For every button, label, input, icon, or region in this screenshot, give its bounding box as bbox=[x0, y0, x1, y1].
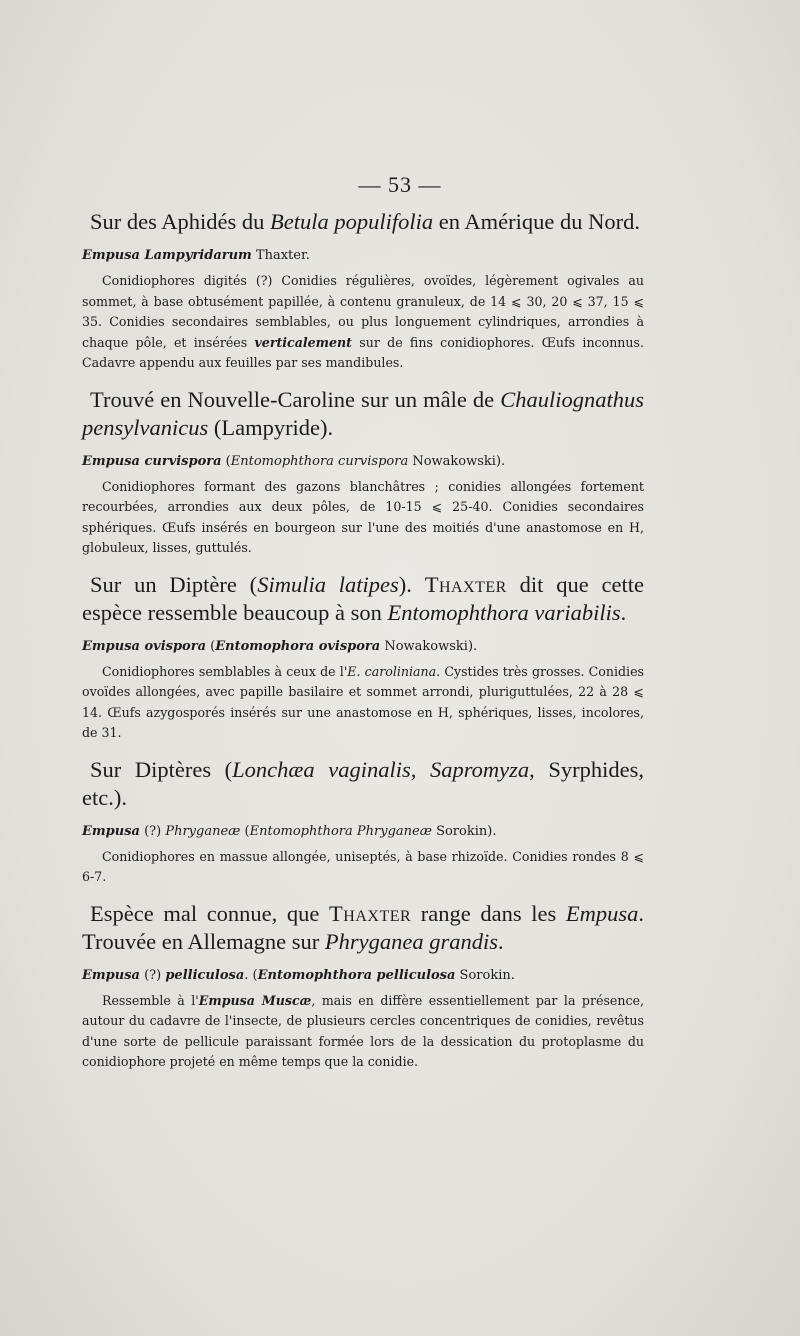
text-run: E. caroliniana bbox=[347, 663, 437, 679]
text-run: Empusa Muscæ bbox=[198, 992, 312, 1008]
text-run: Simulia latipes bbox=[257, 571, 399, 597]
page-number: — 53 — bbox=[358, 172, 442, 197]
text-run: Conidiophores en massue allongée, uniseptés, à base rhizoïde. Conidies rondes 8 ⩽ 6-7. bbox=[82, 848, 644, 884]
text-run: Sorokin. bbox=[455, 967, 515, 983]
species-description bbox=[82, 991, 644, 1073]
text-run: Empusa bbox=[565, 900, 639, 926]
text-run: (?) bbox=[139, 823, 166, 839]
text-run: ( bbox=[240, 823, 250, 839]
text-run: Ressemble à l' bbox=[102, 992, 199, 1008]
text-run: Thaxter bbox=[329, 900, 412, 926]
text-run: range dans les bbox=[411, 900, 566, 926]
text-run: Chauliognathus pensylvanicus bbox=[82, 386, 644, 440]
text-run: (?) bbox=[139, 967, 166, 983]
species-description bbox=[82, 847, 644, 888]
text-run: Phryganea grandis bbox=[324, 928, 498, 954]
text-run: Empusa bbox=[82, 967, 140, 983]
text-run: . bbox=[498, 928, 504, 954]
text-run: Conidiophores formant des gazons blanchâtres ; conidies allongées fortement recourbées, arrondies aux deux pôles, de 10-15 ⩽ 25-40. Conidies secondaires sphériques. Œufs insérés en bourgeon sur l'une des moitiés d'une anastomose en H, globuleux, lisses, guttulés. bbox=[82, 478, 644, 555]
text-run: Thaxter bbox=[424, 571, 507, 597]
body-paragraph bbox=[82, 900, 644, 956]
text-run: ( bbox=[206, 638, 216, 654]
text-run: Conidiophores semblables à ceux de l' bbox=[102, 663, 348, 679]
text-run: Nowakowski). bbox=[380, 638, 478, 654]
text-run: Entomophthora pelliculosa bbox=[257, 967, 456, 983]
text-run: Trouvé en Nouvelle-Caroline sur un mâle de bbox=[90, 386, 501, 412]
text-run: Sur un Diptère ( bbox=[90, 571, 258, 597]
body-paragraph bbox=[82, 386, 644, 442]
body-paragraph bbox=[82, 756, 644, 812]
text-run: en Amérique du Nord. bbox=[433, 209, 640, 234]
species-description bbox=[82, 477, 644, 559]
species-heading bbox=[82, 637, 644, 657]
text-run: Empusa ovispora bbox=[82, 638, 206, 654]
text-run: dit que cette espèce ressemble beaucoup à son bbox=[82, 571, 645, 625]
text-run: sur de fins conidiophores. Œufs inconnus. Cadavre appendu aux feuilles par ses mandibules. bbox=[82, 334, 644, 370]
text-run: Betula populifolia bbox=[270, 209, 434, 234]
text-run: Conidiophores digités (?) Conidies régulières, ovoïdes, légèrement ogivales au sommet, à base obtusément papillée, à contenu granuleux, de 14 ⩽ 30, 20 ⩽ 37, 15 ⩽ 35. Conidies secondaires semblables, ou plus longuement cylindriques, arrondies à chaque pôle, et insérées bbox=[82, 273, 644, 350]
text-run: Sur des Aphidés du bbox=[90, 209, 270, 234]
text-run: ). bbox=[398, 571, 425, 597]
text-run: Nowakowski). bbox=[408, 453, 506, 469]
text-run: (Lampyride). bbox=[208, 414, 334, 440]
body-paragraph bbox=[82, 208, 644, 236]
text-run: , mais en diffère essentiellement par la présence, autour du cadavre de l'insecte, de plusieurs cercles concentriques de conidies, revêtus d'une sorte de pellicule paraissant formée lors de la dessication du protoplasme du conidiophore projeté en même temps que la conidie. bbox=[82, 992, 645, 1069]
text-run: Entomophthora variabilis bbox=[387, 599, 621, 625]
text-run: Empusa Lampyridarum bbox=[82, 248, 252, 263]
text-run: Entomophthora Phryganeæ bbox=[249, 823, 432, 839]
text-run: . Cystides très grosses. Conidies ovoïdes allongées, avec papille basilaire et sommet arrondi, pluriguttulées, 22 à 28 ⩽ 14. Œufs azygosporés insérés sur une anastomose en H, sphériques, lisses, incolores, de 31. bbox=[82, 663, 644, 740]
species-description bbox=[82, 662, 644, 744]
text-run: Phryganeæ bbox=[165, 823, 241, 839]
species-heading bbox=[82, 966, 644, 986]
text-run: Thaxter. bbox=[251, 248, 310, 263]
text-run: Espèce mal connue, que bbox=[90, 900, 330, 926]
text-run: Lonchæa vaginalis, Sapromyza bbox=[232, 756, 530, 782]
page-body bbox=[82, 208, 644, 1085]
text-run: Entomophthora curvispora bbox=[230, 453, 409, 469]
text-run: , Syrphides, etc.). bbox=[82, 756, 644, 810]
species-heading bbox=[82, 452, 644, 472]
text-run: . ( bbox=[244, 967, 258, 983]
text-run: verticalement bbox=[254, 334, 352, 350]
species-description bbox=[82, 271, 644, 374]
text-run: . bbox=[620, 599, 627, 625]
body-paragraph bbox=[82, 571, 644, 627]
text-run: pelliculosa bbox=[165, 967, 245, 983]
text-run: Sur Diptères ( bbox=[90, 756, 233, 782]
text-run: Empusa bbox=[82, 823, 140, 839]
text-run: . Trouvée en Allemagne sur bbox=[82, 900, 644, 954]
species-heading bbox=[82, 246, 644, 266]
species-heading bbox=[82, 822, 644, 842]
text-run: ( bbox=[221, 453, 231, 469]
text-run: Sorokin). bbox=[431, 823, 497, 839]
text-run: Empusa curvispora bbox=[82, 453, 222, 469]
text-run: Entomophora ovispora bbox=[215, 638, 381, 654]
